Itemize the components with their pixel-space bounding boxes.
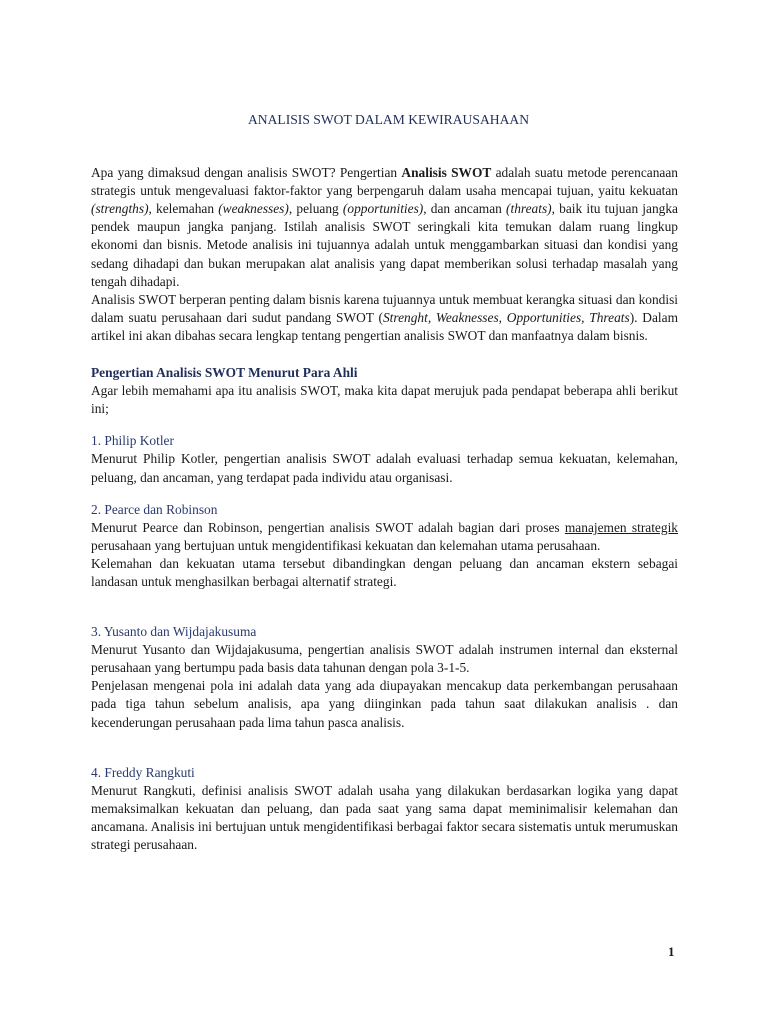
intro-italic-term: (strengths)	[91, 201, 149, 217]
section-heading: Pengertian Analisis SWOT Menurut Para Ahli	[91, 365, 358, 381]
intro-italic-term: (opportunities)	[342, 201, 424, 217]
intro-text: Analisis SWOT berperan penting dalam bisnis karena tujuannya untuk membuat kerangka situasi dan kondisi dalam suatu perusahaan dari sudut pandang SWOT (	[91, 291, 678, 325]
expert-heading-pearce: 2. Pearce dan Robinson	[91, 501, 218, 517]
intro-paragraph-1	[91, 164, 678, 291]
expert-heading-rangkuti: 4. Freddy Rangkuti	[91, 764, 195, 780]
document-body	[91, 111, 678, 854]
expert-text-pearce	[91, 519, 678, 555]
expert-text: perusahaan yang bertujuan untuk mengidentifikasi kekuatan dan kelemahan utama perusahaan.	[91, 537, 601, 553]
expert-heading-kotler: 1. Philip Kotler	[91, 433, 174, 449]
intro-italic-term: Strenght, Weaknesses, Opportunities, Threats	[382, 309, 630, 325]
page-number: 1	[668, 944, 675, 959]
section-lead: Agar lebih memahami apa itu analisis SWOT, maka kita dapat merujuk pada pendapat beberapa ahli berikut ini;	[91, 383, 678, 417]
intro-text: , dan ancaman	[423, 201, 507, 217]
intro-text: , kelemahan	[148, 201, 219, 217]
intro-text: Apa yang dimaksud dengan analisis SWOT? Pengertian	[91, 165, 402, 181]
intro-text: ). Dalam artikel ini akan dibahas secara lengkap tentang pengertian analisis SWOT dan manfaatnya dalam bisnis.	[91, 309, 678, 343]
manajemen-strategik-link[interactable]: manajemen strategik	[564, 519, 678, 535]
expert-text-rangkuti: Menurut Rangkuti, definisi analisis SWOT adalah usaha yang dilakukan berdasarkan logika yang dapat memaksimalkan kekuatan dan peluang, dan pada saat yang sama dapat meminimalisir kelemahan dan ancamana. Analisis ini bertujuan untuk mengidentifikasi berbagai faktor secara sistematis untuk merumuskan strategi perusahaan.	[91, 782, 678, 852]
document-title: ANALISIS SWOT DALAM KEWIRAUSAHAAN	[247, 112, 530, 127]
intro-bold-term: Analisis SWOT	[401, 165, 492, 181]
expert-text-yusanto: Menurut Yusanto dan Wijdajakusuma, pengertian analisis SWOT adalah instrumen internal dan eksternal perusahaan yang bertumpu pada basis data tahunan dengan pola 3-1-5.	[91, 642, 678, 676]
intro-italic-term: (threats)	[506, 201, 552, 217]
expert-heading-yusanto: 3. Yusanto dan Wijdajakusuma	[91, 624, 257, 640]
expert-text-pearce-2: Kelemahan dan kekuatan utama tersebut dibandingkan dengan peluang dan ancaman ekstern sebagai landasan untuk menghasilkan berbagai alternatif strategi.	[91, 555, 678, 589]
expert-text: Menurut Pearce dan Robinson, pengertian analisis SWOT adalah bagian dari proses	[91, 519, 565, 535]
intro-text: , peluang	[288, 201, 343, 217]
expert-text-yusanto-2: Penjelasan mengenai pola ini adalah data yang ada diupayakan mencakup data perkembangan perusahaan pada tiga tahun sebelum analisis, apa yang diinginkan pada tahun saat dilakukan analisis . dan kecenderungan perusahaan pada lima tahun pasca analisis.	[91, 678, 678, 730]
intro-italic-term: (weaknesses)	[218, 201, 289, 217]
intro-paragraph-2	[91, 291, 678, 345]
intro-text: , baik itu tujuan jangka pendek maupun jangka panjang. Istilah analisis SWOT seringkali kita temukan dalam ruang lingkup ekonomi dan bisnis. Metode analisis ini tujuannya adalah untuk menggambarkan situasi dan kondisi yang sedang dihadapi dan bukan merupakan alat analisis yang dapat memberikan solusi terhadap masalah yang tengah dihadapi.	[91, 201, 678, 289]
expert-text-kotler: Menurut Philip Kotler, pengertian analisis SWOT adalah evaluasi terhadap semua kekuatan, kelemahan, peluang, dan ancaman, yang terdapat pada individu atau organisasi.	[91, 451, 678, 485]
intro-text: adalah suatu metode perencanaan strategis untuk mengevaluasi faktor-faktor yang berpengaruh dalam usaha mencapai tujuan, yaitu kekuatan	[91, 165, 678, 199]
